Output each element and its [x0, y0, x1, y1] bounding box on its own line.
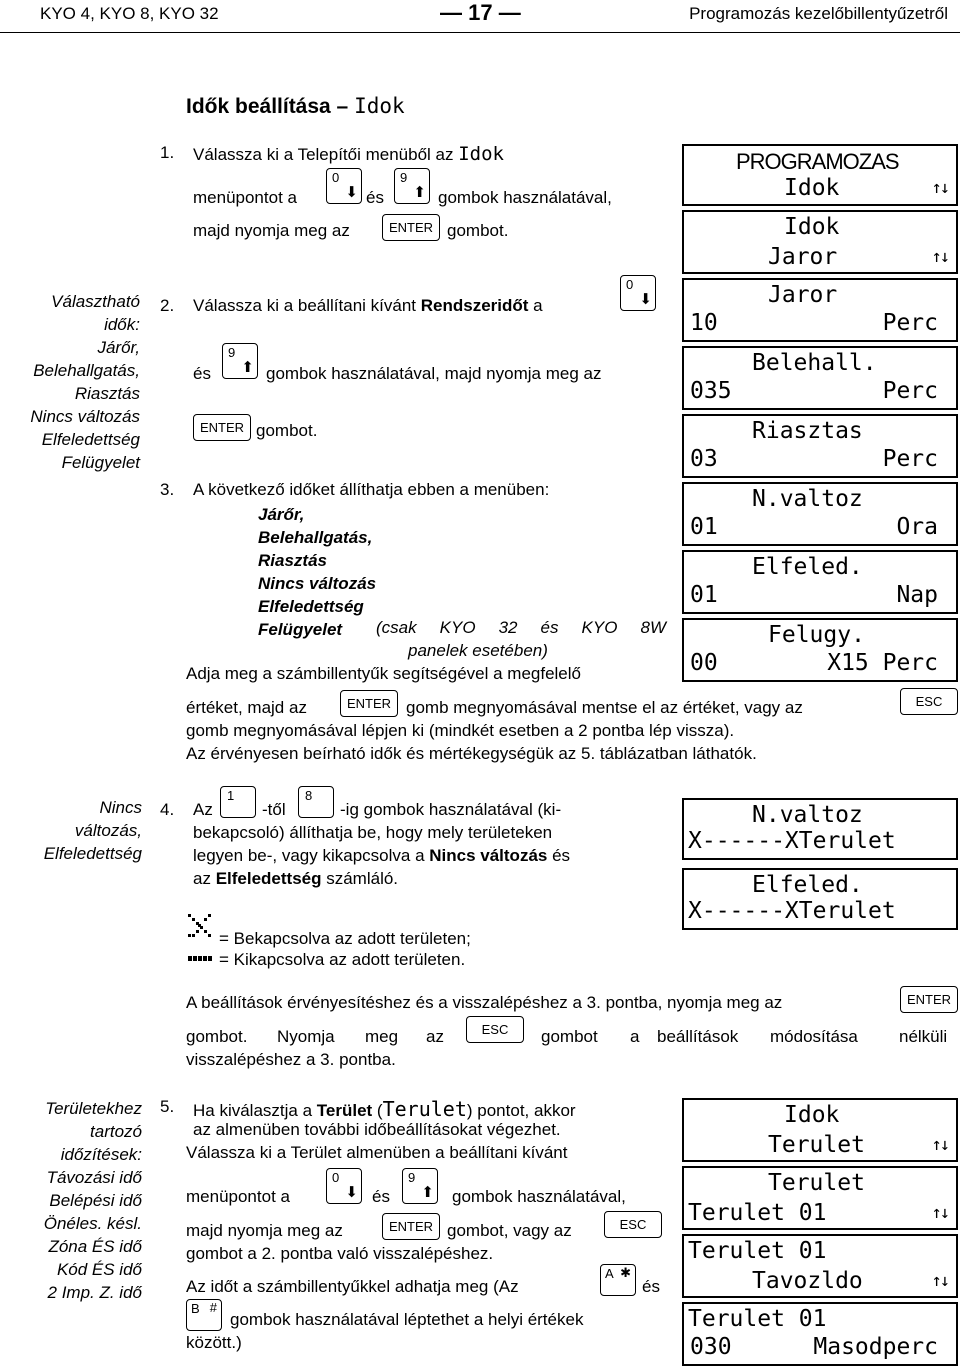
step5-l7b: és [642, 1277, 660, 1296]
lcd-idok-terulet: Idok Terulet ↑↓ [682, 1098, 958, 1162]
step4-after3: visszalépéshez a 3. pontba. [186, 1050, 396, 1069]
step3-note1: (csak KYO 32 és KYO 8W [376, 618, 666, 637]
step4-after2b: Nyomja [277, 1027, 335, 1046]
key-enter[interactable]: ENTER [340, 690, 398, 717]
step1-line3a: majd nyomja meg az [193, 221, 350, 240]
section-title [186, 94, 405, 119]
down-arrow-icon: ⬇ [639, 291, 652, 308]
up-arrow-icon: ⬆ [413, 184, 426, 201]
up-down-arrows-icon: ↑↓ [931, 1271, 948, 1291]
step4-number: 4. [160, 800, 175, 819]
step3-intro: A következő időket állíthatja ebben a menüben: [193, 480, 550, 499]
step5-number: 5. [160, 1097, 175, 1116]
step4-after2g: beállítások [657, 1027, 739, 1046]
lcd-felugy: Felugy. 00 X15 Perc [682, 618, 958, 682]
key-b-hash[interactable]: B # [186, 1299, 222, 1331]
step5-l3: Válassza ki a Terület almenüben a beállítani kívánt [186, 1143, 568, 1162]
lcd-elfeled: Elfeled. 01 Nap [682, 550, 958, 614]
sidebar-note-nochange: Nincs változás, Elfeledettség [43, 798, 142, 863]
key-a-star[interactable]: A ✱ [600, 1264, 636, 1296]
lcd-programozas: PROGRAMOZAS Idok ↑↓ [682, 144, 958, 206]
lcd-nvaltoz-terulet: N.valtoz X------XTerulet [682, 798, 958, 860]
key-9-up[interactable]: 9 ⬆ [402, 1168, 438, 1204]
lcd-riasztas: Riasztas 03 Perc [682, 414, 958, 478]
key-9-up[interactable]: 9 ⬆ [394, 168, 430, 204]
step4-after2h: módosítása [770, 1027, 858, 1046]
up-down-arrows-icon: ↑↓ [931, 1135, 948, 1155]
step2-line3: gombot. [256, 421, 318, 440]
step2-line1: Válassza ki a beállítani kívánt Rendszeridőt a [193, 296, 543, 315]
step4-l3: legyen be-, vagy kikapcsolva a Nincs változás és [193, 846, 571, 865]
title-text: Idők beállítása – [186, 95, 355, 118]
step5-l2: az almenüben további időbeállításokat végezhet. [193, 1120, 561, 1139]
sidebar-note-times: Választható idők: Járőr, Belehallgatás, Riasztás Nincs változás Elfeledettség Felügyelet [30, 292, 140, 472]
step4-l2: bekapcsoló) állíthatja be, hogy mely területeken [193, 823, 553, 842]
up-arrow-icon: ⬆ [421, 1184, 434, 1201]
lcd-elfeled-terulet: Elfeled. X------XTerulet [682, 868, 958, 930]
down-arrow-icon: ⬇ [345, 184, 358, 201]
area-on-icon [188, 914, 214, 938]
up-down-arrows-icon: ↑↓ [931, 178, 948, 198]
step3-line-d: Az érvényesen beírható idők és mértékegységük az 5. táblázatban láthatók. [186, 744, 757, 763]
sidebar-note-area: Területekhez tartozó időzítések: Távozási idő Belépési idő Önéles. késl. Zóna ÉS idő Kód ÉS idő 2 Imp. Z. idő [43, 1099, 142, 1302]
step4-l4: az Elfeledettség számláló. [193, 869, 399, 888]
step1-and: és [366, 188, 384, 207]
step3-line-c: gomb megnyomásával lépjen ki (mindkét esetben a 2 pontba lép vissza). [186, 721, 735, 740]
step3-line-b2: gomb megnyomásával mentse el az értéket, vagy az [406, 698, 803, 717]
key-1[interactable]: 1 [220, 786, 256, 818]
step4-after2a: gombot. [186, 1027, 248, 1046]
step4-after2f: a [630, 1027, 640, 1046]
key-9-up[interactable]: 9 ⬆ [222, 343, 258, 379]
up-down-arrows-icon: ↑↓ [931, 1203, 948, 1223]
title-mono: Idok [354, 94, 405, 118]
step3-number: 3. [160, 480, 175, 499]
step5-l1: Ha kiválasztja a Terület (Terulet) pontot, akkor [193, 1097, 576, 1121]
lcd-terulet-01: Terulet Terulet 01 ↑↓ [682, 1166, 958, 1230]
step1-line2a: menüpontot a [193, 188, 297, 207]
lcd-masodperc: Terulet 01 030 Masodperc [682, 1302, 958, 1366]
step1-line3b: gombot. [447, 221, 509, 240]
up-down-arrows-icon: ↑↓ [931, 247, 948, 267]
lcd-idok-jaror: Idok Jaror ↑↓ [682, 210, 958, 274]
step5-l4a: menüpontot a [186, 1187, 290, 1206]
header-left: KYO 4, KYO 8, KYO 32 [40, 4, 219, 23]
step5-l8: gombok használatával léptethet a helyi értékek [230, 1310, 584, 1329]
step5-l5a: majd nyomja meg az [186, 1221, 343, 1240]
key-esc[interactable]: ESC [900, 688, 958, 715]
step5-l9: között.) [186, 1333, 242, 1352]
step3-note2: panelek esetében) [408, 641, 548, 660]
area-off-icon [188, 956, 214, 962]
key-0-down[interactable]: 0 ⬇ [326, 1168, 362, 1204]
key-0-down[interactable]: 0 ⬇ [326, 168, 362, 204]
step4-l1b: -től [262, 800, 286, 819]
key-8[interactable]: 8 [298, 786, 334, 818]
down-arrow-icon: ⬇ [345, 1184, 358, 1201]
lcd-jaror: Jaror 10 Perc [682, 278, 958, 342]
header-right: Programozás kezelőbillentyűzetről [689, 4, 948, 23]
lcd-tavozldo: Terulet 01 Tavozldo ↑↓ [682, 1234, 958, 1298]
page-number: — 17 — [440, 0, 521, 25]
key-enter[interactable]: ENTER [900, 986, 958, 1013]
step4-after2d: az [426, 1027, 444, 1046]
step2-number: 2. [160, 296, 175, 315]
key-enter[interactable]: ENTER [382, 1213, 440, 1240]
up-arrow-icon: ⬆ [241, 359, 254, 376]
step4-after2i: nélküli [899, 1027, 948, 1046]
step5-l5b: gombot, vagy az [447, 1221, 572, 1240]
step1-line2c: gombok használatával, [438, 188, 612, 207]
step4-after1: A beállítások érvényesítéshez és a visszalépéshez a 3. pontba, nyomja meg az [186, 993, 783, 1012]
legend-off-text: = Kikapcsolva az adott területen. [219, 950, 466, 969]
legend-on-text: = Bekapcsolva az adott területen; [219, 929, 471, 948]
step4-l1c: -ig gombok használatával (ki- [340, 800, 562, 819]
step1-number: 1. [160, 143, 175, 162]
key-esc[interactable]: ESC [466, 1016, 524, 1043]
key-enter[interactable]: ENTER [193, 414, 251, 441]
step5-l7a: Az időt a számbillentyűkkel adhatja meg (Az [186, 1277, 519, 1296]
header-divider [0, 32, 960, 33]
step5-l4c: gombok használatával, [452, 1187, 626, 1206]
step2-and: és [193, 364, 211, 383]
step2-line2b: gombok használatával, majd nyomja meg az [266, 364, 602, 383]
step1-line1: Válassza ki a Telepítői menüből az Idok [193, 143, 504, 165]
key-esc[interactable]: ESC [604, 1211, 662, 1238]
key-enter[interactable]: ENTER [382, 214, 440, 241]
lcd-nvaltoz: N.valtoz 01 Ora [682, 482, 958, 546]
step5-l6: gombot a 2. pontba való visszalépéshez. [186, 1244, 494, 1263]
key-0-down[interactable]: 0 ⬇ [620, 275, 656, 311]
step4-l1a: Az [193, 800, 213, 819]
step4-after2e: gombot [541, 1027, 598, 1046]
step3-time-list: Járőr, Belehallgatás, Riasztás Nincs változás Elfeledettség Felügyelet [258, 505, 377, 639]
step4-after2c: meg [365, 1027, 399, 1046]
step5-l4b: és [372, 1187, 390, 1206]
step3-line-a: Adja meg a számbillentyűk segítségével a megfelelő [186, 664, 581, 683]
step3-line-b1: értéket, majd az [186, 698, 307, 717]
lcd-belehall: Belehall. 035 Perc [682, 346, 958, 410]
